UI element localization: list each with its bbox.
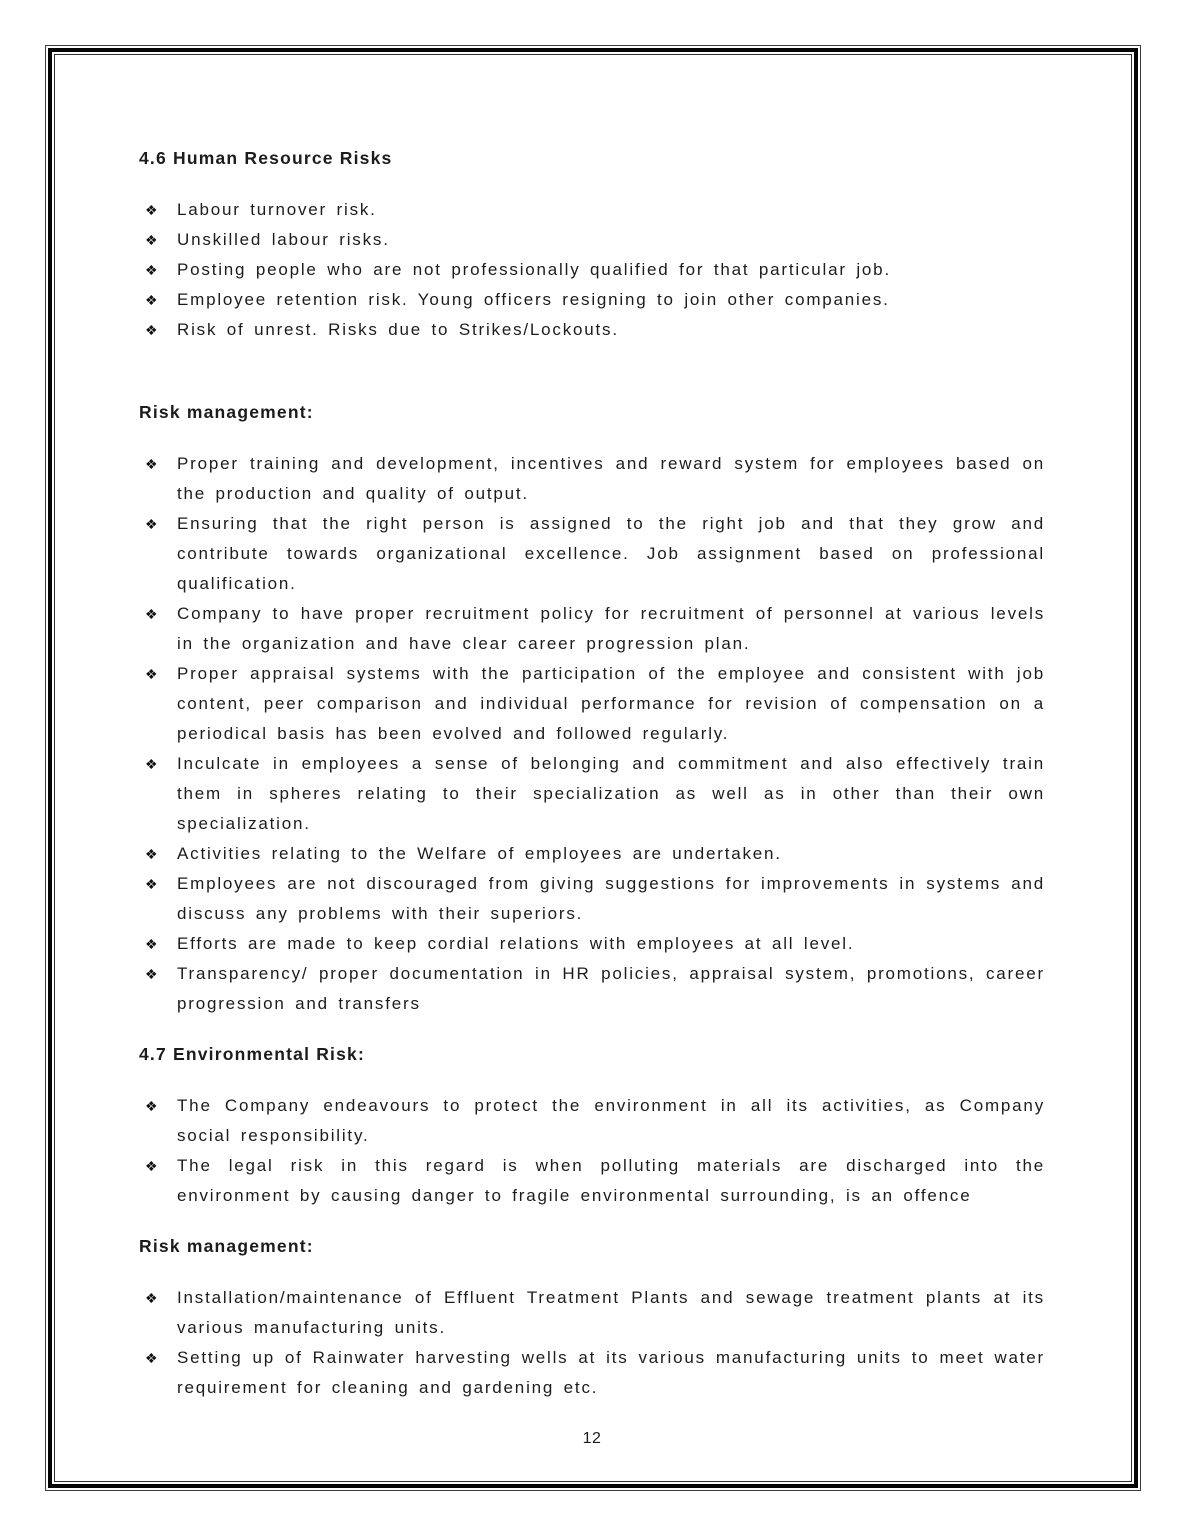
diamond-bullet-icon: ❖ xyxy=(145,606,158,622)
bullet-text: The Company endeavours to protect the environment in all its activities, as Company social responsibility. xyxy=(177,1096,1045,1145)
bullet-item xyxy=(139,195,1045,225)
bullet-list-environmental-risk xyxy=(139,1091,1045,1211)
diamond-bullet-icon: ❖ xyxy=(145,1098,158,1114)
diamond-bullet-icon: ❖ xyxy=(145,1350,158,1366)
page-border-thick-line xyxy=(48,48,1138,1488)
bullet-text: Proper appraisal systems with the participation of the employee and consistent with job content, peer comparison and individual performance for revision of compensation on a periodical basis has been evolved and followed regularly. xyxy=(177,664,1045,743)
bullet-item xyxy=(139,1151,1045,1211)
bullet-item xyxy=(139,959,1045,1019)
diamond-bullet-icon: ❖ xyxy=(145,322,158,338)
bullet-item xyxy=(139,285,1045,315)
bullet-list-risk-management-2 xyxy=(139,1283,1045,1403)
bullet-item xyxy=(139,869,1045,929)
diamond-bullet-icon: ❖ xyxy=(145,756,158,772)
bullet-item xyxy=(139,449,1045,509)
diamond-bullet-icon: ❖ xyxy=(145,456,158,472)
bullet-text: The legal risk in this regard is when polluting materials are discharged into the environment by causing danger to fragile environmental surrounding, is an offence xyxy=(177,1156,1045,1205)
bullet-text: Proper training and development, incentives and reward system for employees based on the production and quality of output. xyxy=(177,454,1045,503)
page-border xyxy=(45,45,1141,1491)
bullet-item xyxy=(139,929,1045,959)
page-content xyxy=(55,55,1131,1481)
bullet-text: Inculcate in employees a sense of belonging and commitment and also effectively train them in spheres relating to their specialization as well as in other than their own specialization. xyxy=(177,754,1045,833)
page-border-inner-line xyxy=(54,54,1132,1482)
bullet-item xyxy=(139,225,1045,255)
diamond-bullet-icon: ❖ xyxy=(145,846,158,862)
bullet-item xyxy=(139,839,1045,869)
bullet-text: Activities relating to the Welfare of employees are undertaken. xyxy=(177,844,782,863)
diamond-bullet-icon: ❖ xyxy=(145,262,158,278)
diamond-bullet-icon: ❖ xyxy=(145,666,158,682)
diamond-bullet-icon: ❖ xyxy=(145,1290,158,1306)
diamond-bullet-icon: ❖ xyxy=(145,1158,158,1174)
bullet-item xyxy=(139,1343,1045,1403)
bullet-text: Ensuring that the right person is assigned to the right job and that they grow and contribute towards organizational excellence. Job assignment based on professional qualification. xyxy=(177,514,1045,593)
bullet-text: Posting people who are not professionally qualified for that particular job. xyxy=(177,260,891,279)
bullet-item xyxy=(139,509,1045,599)
bullet-list-human-resource-risks xyxy=(139,195,1045,345)
section-heading-risk-management-2: Risk management: xyxy=(139,1236,314,1256)
bullet-item xyxy=(139,1283,1045,1343)
bullet-text: Efforts are made to keep cordial relations with employees at all level. xyxy=(177,934,855,953)
diamond-bullet-icon: ❖ xyxy=(145,876,158,892)
page-number: 12 xyxy=(582,1430,602,1447)
bullet-item xyxy=(139,599,1045,659)
bullet-text: Company to have proper recruitment policy for recruitment of personnel at various levels in the organization and have clear career progression plan. xyxy=(177,604,1045,653)
diamond-bullet-icon: ❖ xyxy=(145,232,158,248)
bullet-text: Unskilled labour risks. xyxy=(177,230,390,249)
section-heading-human-resource-risks: 4.6 Human Resource Risks xyxy=(139,148,393,168)
diamond-bullet-icon: ❖ xyxy=(145,292,158,308)
bullet-text: Employee retention risk. Young officers resigning to join other companies. xyxy=(177,290,890,309)
section-heading-risk-management-1: Risk management: xyxy=(139,402,314,422)
bullet-item xyxy=(139,749,1045,839)
bullet-text: Transparency/ proper documentation in HR policies, appraisal system, promotions, career progression and transfers xyxy=(177,964,1045,1013)
bullet-list-risk-management-1 xyxy=(139,449,1045,1019)
bullet-item xyxy=(139,255,1045,285)
bullet-text: Labour turnover risk. xyxy=(177,200,377,219)
bullet-item xyxy=(139,1091,1045,1151)
diamond-bullet-icon: ❖ xyxy=(145,202,158,218)
bullet-text: Employees are not discouraged from giving suggestions for improvements in systems and discuss any problems with their superiors. xyxy=(177,874,1045,923)
diamond-bullet-icon: ❖ xyxy=(145,966,158,982)
diamond-bullet-icon: ❖ xyxy=(145,516,158,532)
bullet-text: Installation/maintenance of Effluent Treatment Plants and sewage treatment plants at its various manufacturing units. xyxy=(177,1288,1045,1337)
section-heading-environmental-risk: 4.7 Environmental Risk: xyxy=(139,1044,365,1064)
bullet-text: Setting up of Rainwater harvesting wells at its various manufacturing units to meet water requirement for cleaning and gardening etc. xyxy=(177,1348,1045,1397)
bullet-item xyxy=(139,315,1045,345)
diamond-bullet-icon: ❖ xyxy=(145,936,158,952)
bullet-text: Risk of unrest. Risks due to Strikes/Lockouts. xyxy=(177,320,619,339)
bullet-item xyxy=(139,659,1045,749)
